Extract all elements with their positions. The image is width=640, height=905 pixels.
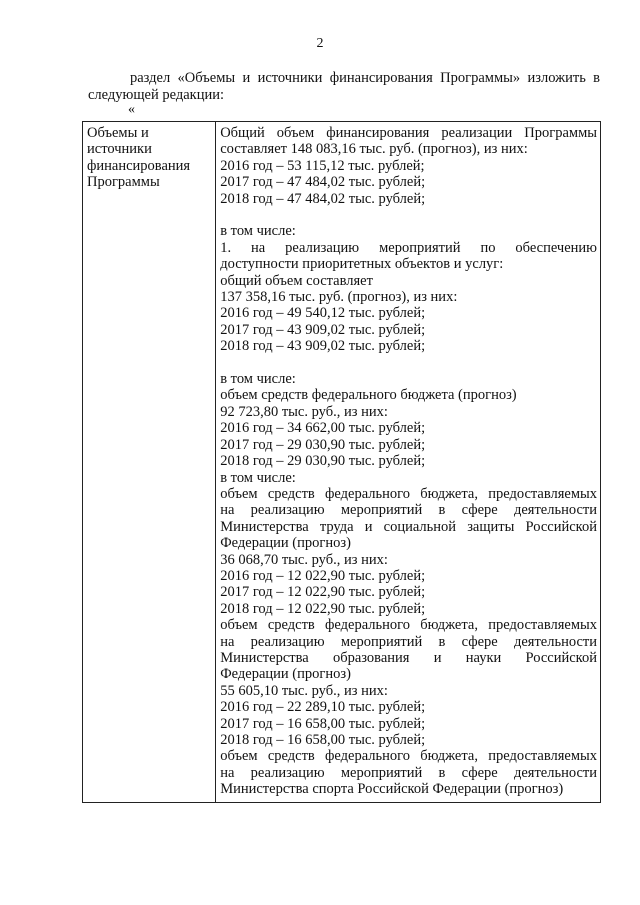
content-line: составляет 148 083,16 тыс. руб. (прогноз), из них: [220,141,528,158]
content-line: 2016 год – 34 662,00 тыс. рублей; [220,420,426,437]
content-line: 92 723,80 тыс. руб., из них: [220,403,388,420]
content-line: 2018 год – 16 658,00 тыс. рублей; [220,732,426,748]
content-line: 36 068,70 тыс. руб., из них: [220,551,388,568]
content-line: объем средств федерального бюджета (прогноз) [220,387,517,404]
content-line: в том числе: [220,223,296,240]
content-line: 2016 год – 49 540,12 тыс. рублей; [220,305,426,322]
table-row [83,122,601,803]
content-line: доступности приоритетных объектов и услуг: [220,256,504,273]
content-line: на реализацию мероприятий в сфере деятельности [220,764,597,781]
content-line: 2018 год – 43 909,02 тыс. рублей; [220,338,426,355]
row-label-line: финансирования [87,157,191,174]
content-line: 2016 год – 22 289,10 тыс. рублей; [220,699,426,716]
content-line: объем средств федерального бюджета, предоставляемых [220,748,597,765]
content-line: Федерации (прогноз) [220,535,351,552]
content-line: в том числе: [220,371,296,388]
content-line: 2017 год – 12 022,90 тыс. рублей; [220,584,426,601]
blank-line [220,355,597,371]
row-label-line: Объемы и [87,125,149,141]
row-label-line: источники [87,141,152,158]
content-line: 2017 год – 29 030,90 тыс. рублей; [220,436,426,453]
content-line: 2017 год – 47 484,02 тыс. рублей; [220,174,426,191]
content-line: 1. на реализацию мероприятий по обеспечению [220,239,597,256]
intro-paragraph: раздел «Объемы и источники финансирования Программы» изложить в следующей редакции: [88,70,600,103]
content-line: на реализацию мероприятий в сфере деятельности [220,502,597,519]
content-line: Министерства образования и науки Российской [220,649,597,666]
content-line: Министерства спорта Российской Федерации (прогноз) [220,781,564,798]
content-line: объем средств федерального бюджета, предоставляемых [220,617,597,634]
content-line: 2016 год – 53 115,12 тыс. рублей; [220,157,425,174]
content-line: объем средств федерального бюджета, предоставляемых [220,485,597,502]
content-line: 137 358,16 тыс. руб. (прогноз), из них: [220,289,458,306]
row-label-line: Программы [87,174,160,191]
content-line: на реализацию мероприятий в сфере деятельности [220,633,597,650]
financing-table [82,121,601,803]
content-line: общий объем составляет [220,272,373,289]
row-content-cell [216,122,601,803]
row-label-cell [83,122,216,803]
content-line: Общий объем финансирования реализации Программы [220,125,597,141]
content-line: Министерства труда и социальной защиты Российской [220,518,597,535]
content-line: 55 605,10 тыс. руб., из них: [220,682,388,699]
content-line: в том числе: [220,469,296,486]
content-line: 2018 год – 12 022,90 тыс. рублей; [220,600,426,617]
content-line: 2016 год – 12 022,90 тыс. рублей; [220,567,426,584]
content-line: Федерации (прогноз) [220,666,351,683]
content-line: 2018 год – 47 484,02 тыс. рублей; [220,190,426,207]
content-line: 2017 год – 16 658,00 тыс. рублей; [220,715,426,732]
page-number: 2 [316,36,324,51]
blank-line [220,207,597,223]
opening-quote-mark: « [128,102,135,117]
content-line: 2017 год – 43 909,02 тыс. рублей; [220,321,426,338]
content-line: 2018 год – 29 030,90 тыс. рублей; [220,453,426,470]
